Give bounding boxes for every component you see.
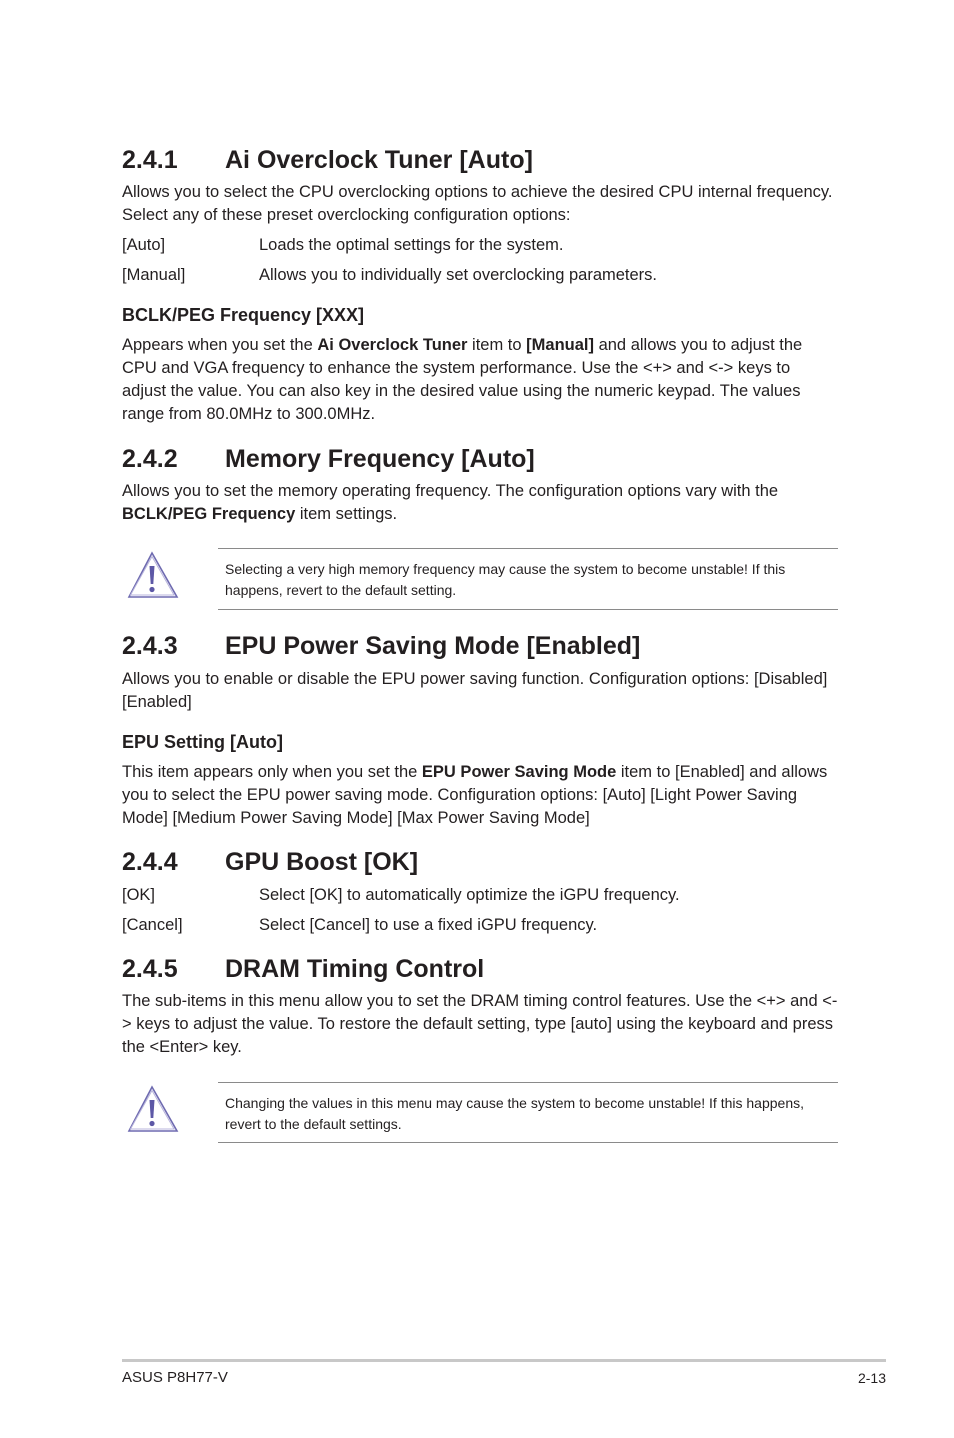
section-title: EPU Power Saving Mode [Enabled] (225, 632, 641, 660)
section-number: 2.4.5 (122, 955, 178, 983)
footer-product: ASUS P8H77-V (122, 1369, 228, 1386)
section-heading-2-4-3 (122, 631, 842, 661)
note-top-rule (218, 548, 838, 549)
section-title: Memory Frequency [Auto] (225, 445, 535, 473)
section-text: The sub-items in this menu allow you to set the DRAM timing control features. Use the <+> and <-> keys to adjust the value. To restore the default setting, type [auto] using the keyboard and press the <Enter> key. (122, 992, 838, 1056)
warning-note: Changing the values in this menu may cause the system to become unstable! If this happens, revert to the default settings. (225, 1095, 804, 1132)
section-number: 2.4.4 (122, 848, 178, 876)
section-intro: Allows you to select the CPU overclocking options to achieve the desired CPU internal frequency. Select any of these preset overclocking configuration options: (122, 183, 833, 224)
subsection-text: This item appears only when you set the EPU Power Saving Mode item to [Enabled] and allows you to select the EPU power saving mode. Configuration options: [Auto] [Light Power Saving Mode] [Medium Power Saving Mode] [Max Power Saving Mode] (122, 763, 828, 827)
note-bottom-rule (218, 609, 838, 610)
footer-page-number: 2-13 (857, 1370, 886, 1386)
option-row (122, 264, 838, 286)
subsection-text: Appears when you set the Ai Overclock Tuner item to [Manual] and allows you to adjust the CPU and VGA frequency to enhance the system performance. Use the <+> and <-> keys to adjust the value. You can also key in the desired value using the numeric keypad. The values range from 80.0MHz to 300.0MHz. (122, 336, 803, 423)
option-desc: Select [OK] to automatically optimize the iGPU frequency. (259, 886, 680, 904)
warning-triangle-icon (124, 549, 180, 601)
section-title: Ai Overclock Tuner [Auto] (225, 146, 533, 174)
section-number: 2.4.2 (122, 445, 178, 473)
section-heading-2-4-2 (122, 444, 842, 474)
warning-triangle-icon (124, 1083, 180, 1135)
option-key: [OK] (122, 886, 156, 904)
section-heading-2-4-5 (122, 954, 842, 984)
option-row (122, 884, 838, 906)
subsection-title: BCLK/PEG Frequency [XXX] (122, 305, 365, 325)
option-desc: Allows you to individually set overclocking parameters. (259, 266, 658, 284)
note-bottom-rule (218, 1142, 838, 1143)
option-desc: Loads the optimal settings for the system. (259, 236, 564, 254)
warning-note: Selecting a very high memory frequency may cause the system to become unstable! If this happens, revert to the default setting. (225, 561, 786, 598)
option-key: [Cancel] (122, 916, 183, 934)
option-key: [Manual] (122, 266, 186, 284)
section-title: GPU Boost [OK] (225, 848, 419, 876)
option-desc: Select [Cancel] to use a fixed iGPU frequency. (259, 916, 598, 934)
section-number: 2.4.1 (122, 146, 178, 174)
option-row (122, 234, 838, 256)
note-top-rule (218, 1082, 838, 1083)
section-title: DRAM Timing Control (225, 955, 485, 983)
section-heading-2-4-4 (122, 847, 842, 877)
section-intro: Allows you to enable or disable the EPU power saving function. Configuration options: [Disabled] [Enabled] (122, 670, 828, 711)
section-number: 2.4.3 (122, 632, 178, 660)
section-heading-2-4-1 (122, 145, 842, 175)
option-row (122, 914, 838, 936)
section-text: Allows you to set the memory operating frequency. The configuration options vary with the BCLK/PEG Frequency item settings. (122, 482, 779, 523)
subsection-title: EPU Setting [Auto] (122, 732, 283, 752)
option-key: [Auto] (122, 236, 166, 254)
footer-rule (122, 1359, 886, 1362)
